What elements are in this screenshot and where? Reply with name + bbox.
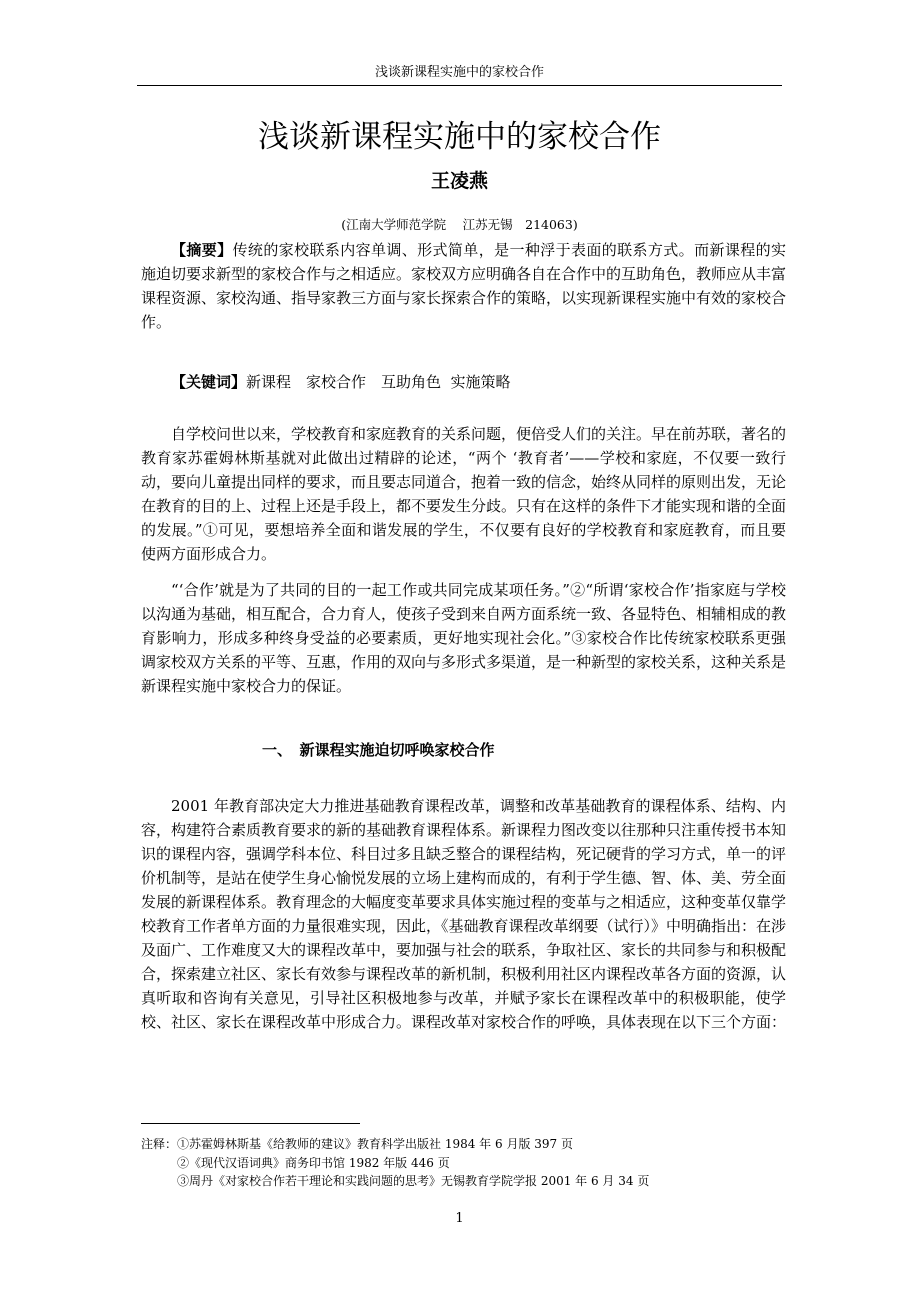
author-affiliation: (江南大学师范学院 江苏无锡 214063) — [341, 217, 578, 232]
footnote-1 — [141, 1135, 786, 1153]
paragraph-text: “‘合作’就是为了共同的目的一起工作或共同完成某项任务。”②“所谓‘家校合作’指家庭与学校以沟通为基础，相互配合，合力育人，使孩子受到来自两方面系统一致、各显特色、相辅相成的教育影响力，形成多种终身受益的必要素质，更好地实现社会化。”③家校合作比传统家校联系更强调家校双方关系的平等、互惠，作用的双向与多形式多渠道，是一种新型的家校关系，这种关系是新课程实施中家校合力的保证。 — [141, 581, 787, 695]
footnote-label: 注释： — [141, 1137, 178, 1151]
footnote-text: ①苏霍姆林斯基《给教师的建议》教育科学出版社 1984 年 6 月版 397 页 — [177, 1137, 573, 1151]
footnote-text: ③周丹《对家校合作若干理论和实践问题的思考》无锡教育学院学报 2001 年 6 月 34 页 — [177, 1174, 650, 1188]
keywords-text: 新课程 家校合作 互助角色 实施策略 — [246, 373, 511, 391]
abstract-label: 【摘要】 — [171, 241, 233, 259]
keywords — [171, 370, 786, 394]
running-header: 浅谈新课程实施中的家校合作 — [374, 65, 544, 80]
section-paragraph — [141, 794, 786, 1034]
footnote-2 — [141, 1154, 786, 1172]
header-rule — [137, 85, 782, 86]
page-number: 1 — [455, 1211, 464, 1226]
footnote-rule — [141, 1123, 360, 1124]
intro-paragraph-1 — [141, 422, 786, 566]
section-heading: 一、 新课程实施迫切呼唤家校合作 — [262, 741, 495, 759]
footnote-3 — [141, 1172, 786, 1190]
abstract — [141, 238, 786, 334]
keywords-label: 【关键词】 — [171, 373, 247, 391]
paragraph-text: 2001 年教育部决定大力推进基础教育课程改革，调整和改革基础教育的课程体系、结构、内容，构建符合素质教育要求的新的基础教育课程体系。新课程力图改变以往那种只注重传授书本知识的课程内容，强调学科本位、科目过多且缺乏整合的课程结构，死记硬背的学习方式，单一的评价机制等，是站在使学生身心愉悦发展的立场上建构而成的，有利于学生德、智、体、美、劳全面发展的新课程体系。教育理念的大幅度变革要求具体实施过程的变革与之相适应，这种变革仅靠学校教育工作者单方面的力量很难实现，因此，《基础教育课程改革纲要（试行）》中明确指出：在涉及面广、工作难度又大的课程改革中，要加强与社会的联系，争取社区、家长的共同参与和积极配合，探索建立社区、家长有效参与课程改革的新机制，积极利用社区内课程改革各方面的资源，认真听取和咨询有关意见，引导社区积极地参与改革，并赋予家长在课程改革中的积极职能，使学校、社区、家长在课程改革中形成合力。课程改革对家校合作的呼唤，具体表现在以下三个方面： — [141, 797, 787, 1031]
footnote-text: ②《现代汉语词典》商务印书馆 1982 年版 446 页 — [177, 1156, 450, 1170]
intro-paragraph-2 — [141, 578, 786, 698]
author-name: 王凌燕 — [430, 170, 488, 192]
abstract-text: 传统的家校联系内容单调、形式简单，是一种浮于表面的联系方式。而新课程的实施迫切要求新型的家校合作与之相适应。家校双方应明确各自在合作中的互助角色，教师应从丰富课程资源、家校沟通、指导家教三方面与家长探索合作的策略，以实现新课程实施中有效的家校合作。 — [141, 241, 787, 331]
page-title: 浅谈新课程实施中的家校合作 — [258, 119, 661, 155]
paragraph-text: 自学校问世以来，学校教育和家庭教育的关系问题，便倍受人们的关注。早在前苏联，著名的教育家苏霍姆林斯基就对此做出过精辟的论述，“两个 ‘教育者’——学校和家庭，不仅要一致行动，要向儿童提出同样的要求，而且要志同道合，抱着一致的信念，始终从同样的原则出发，无论在教育的目的上、过程上还是手段上，都不要发生分歧。只有在这样的条件下才能实现和谐的全面的发展。”①可见，要想培养全面和谐发展的学生，不仅要有良好的学校教育和家庭教育，而且要使两方面形成合力。 — [141, 425, 787, 563]
